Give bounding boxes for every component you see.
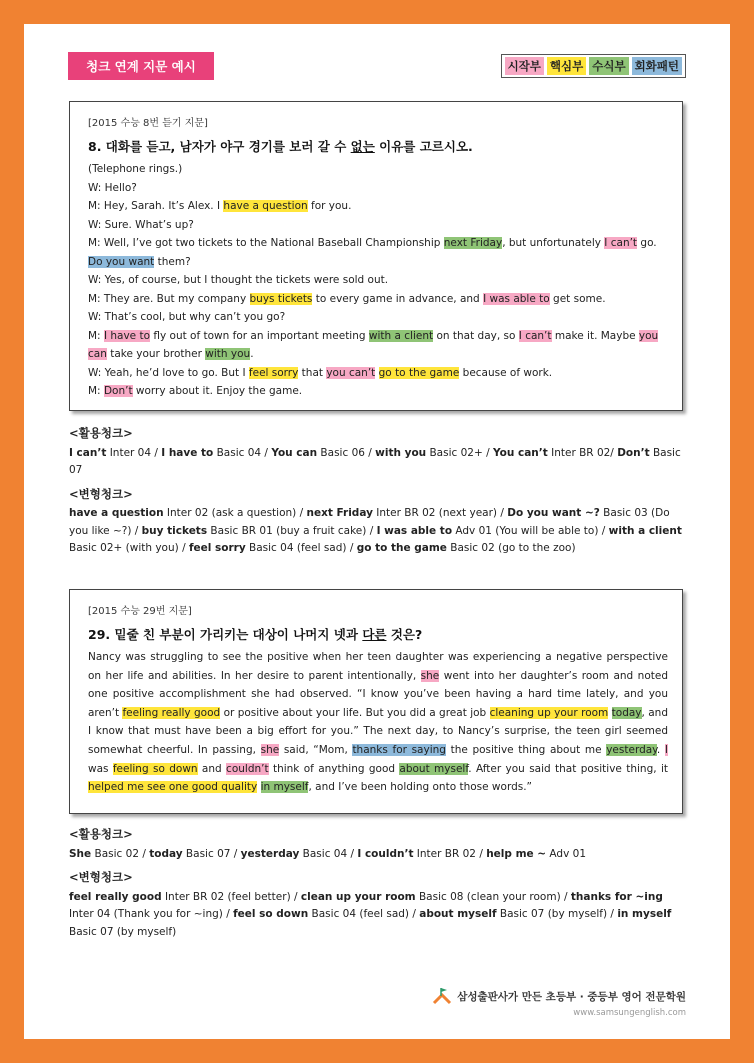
passage-source: [2015 수능 29번 지문]	[88, 606, 192, 617]
chunk-section-1	[69, 425, 689, 558]
passage-box-2	[69, 589, 683, 814]
dialogue-line: M: Don’t worry about it. Enjoy the game.	[88, 385, 303, 397]
brand-text: 삼성출판사가 만든 초등부 · 중등부 영어 전문학원	[457, 990, 686, 1003]
legend-core: 핵심부	[547, 57, 586, 75]
dialogue-line: W: Yes, of course, but I thought the tickets were sold out.	[88, 274, 389, 286]
use-chunk-title: <활용청크>	[69, 827, 133, 841]
chunk-section-2	[69, 826, 689, 941]
dialogue-line: W: That’s cool, but why can’t you go?	[88, 311, 286, 323]
use-chunk-list: I can’t Inter 04 / I have to Basic 04 / You can Basic 06 / with you Basic 02+ / You can’t Inter BR 02/ Don’t Basic 07	[69, 446, 681, 476]
footer-brand	[432, 986, 686, 1006]
passage-paragraph: Nancy was struggling to see the positive when her teen daughter was experiencing a negative perspective on her life and abilities. In her desire to parent intentionally, she went into her daughter’s room and noted one positive accomplishment she had observed. “I know you’ve been having a hard time lately, and you aren’t feeling really good or positive about your life. But you did a great job cleaning up your room today, and I know that must have been a big effort for you.” The next day, to Nancy’s surprise, the teen girl seemed somewhat cheerful. In passing, she said, “Mom, thanks for saying the positive thing about me yesterday. I was feeling so down and couldn’t think of anything good about myself. After you said that positive thing, it helped me see one good quality in myself, and I’ve been holding onto those words.”	[88, 651, 668, 794]
dialogue-line: can take your brother with you.	[88, 348, 254, 360]
dialogue-line: M: Well, I’ve got two tickets to the National Baseball Championship next Friday, but unfortunately I can’t go.	[88, 237, 657, 249]
color-legend	[501, 54, 686, 78]
variant-chunk-title: <변형청크>	[69, 870, 133, 884]
variant-chunk-list: have a question Inter 02 (ask a question) / next Friday Inter BR 02 (next year) / Do you want ~? Basic 03 (Do you like ~?) / buy tickets Basic BR 01 (buy a fruit cake) / I was able to Adv 01 (You will be able to) / with a client Basic 02+ (with you) / feel sorry Basic 04 (feel sad) / go to the game Basic 02 (go to the zoo)	[69, 507, 682, 554]
legend-modifier: 수식부	[589, 57, 628, 75]
dialogue-line: W: Hello?	[88, 181, 137, 194]
passage-box-1	[69, 101, 683, 411]
page	[24, 24, 730, 1039]
footer-url: www.samsungenglish.com	[573, 1008, 686, 1018]
dialogue-line: (Telephone rings.)	[88, 163, 183, 175]
use-chunk-title: <활용청크>	[69, 426, 133, 440]
variant-chunk-title: <변형청크>	[69, 486, 133, 501]
passage-source: [2015 수능 8번 듣기 지문]	[88, 118, 208, 129]
dialogue-line: M: I have to fly out of town for an important meeting with a client on that day, so I can’t make it. Maybe you	[88, 329, 659, 342]
question-title: 8. 대화를 듣고, 남자가 야구 경기를 보러 갈 수 없는 이유를 고르시오.	[88, 139, 473, 154]
section-title-tab: 청크 연계 지문 예시	[68, 52, 214, 80]
dialogue-line: M: Hey, Sarah. It’s Alex. I have a question for you.	[88, 200, 352, 212]
dialogue-line: Do you want them?	[88, 255, 191, 268]
variant-chunk-list: feel really good Inter BR 02 (feel better) / clean up your room Basic 08 (clean your room) / thanks for ~ing Inter 04 (Thank you for ~ing) / feel so down Basic 04 (feel sad) / about myself Basic 07 (by myself) / in myself Basic 07 (by myself)	[69, 890, 672, 938]
use-chunk-list: She Basic 02 / today Basic 07 / yesterday Basic 04 / I couldn’t Inter BR 02 / help me ~ Adv 01	[69, 847, 587, 860]
dialogue-line: W: Sure. What’s up?	[88, 218, 194, 231]
dialogue-line: M: They are. But my company buys tickets to every game in advance, and I was able to get some.	[88, 292, 606, 305]
brand-logo-icon	[432, 986, 452, 1006]
legend-start: 시작부	[505, 57, 544, 75]
dialogue-line: W: Yeah, he’d love to go. But I feel sorry that you can’t go to the game because of work.	[88, 366, 553, 379]
legend-conversation: 회화패턴	[632, 57, 682, 75]
question-title: 29. 밑줄 친 부분이 가리키는 대상이 나머지 넷과 다른 것은?	[88, 627, 423, 642]
